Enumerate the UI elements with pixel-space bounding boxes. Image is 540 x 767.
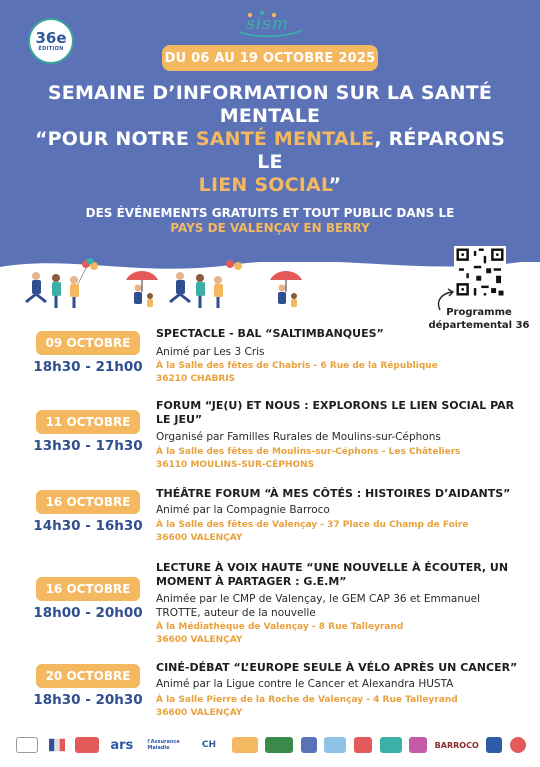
event-city: 36600 VALENÇAY xyxy=(156,635,243,645)
event-title: SPECTACLE - BAL “SALTIMBANQUES” xyxy=(156,327,384,340)
event-title: FORUM “JE(U) ET NOUS : EXPLORONS LE LIEN SOCIAL PAR LE JEU” xyxy=(156,399,515,426)
event-title: LECTURE À VOIX HAUTE “UNE NOUVELLE À ÉCOUTER, UN MOMENT À PARTAGER : G.E.M” xyxy=(156,561,509,588)
event-organizer: Animé par la Compagnie Barroco xyxy=(156,504,330,516)
qr-label-line-2: départemental 36 xyxy=(428,320,530,331)
prefecture-logo xyxy=(46,737,68,753)
event-date: 16 OCTOBRE xyxy=(36,577,140,601)
group-2-illustration xyxy=(126,271,158,307)
event-city: 36600 VALENÇAY xyxy=(156,708,243,718)
group-1-illustration xyxy=(26,258,98,308)
people-illustration xyxy=(22,258,310,314)
slogan-part-2: , RÉPARONS LE xyxy=(257,128,506,173)
gem-logo xyxy=(301,737,317,753)
event-time: 18h00 - 20h00 xyxy=(33,605,143,621)
subtitle-highlight: PAYS DE VALENÇAY EN BERRY xyxy=(170,221,370,235)
slogan-part-1: “POUR NOTRE xyxy=(34,128,196,150)
chabris-logo xyxy=(265,737,293,753)
valencay-logo xyxy=(232,737,258,753)
event-organizer: Animé par Les 3 Cris xyxy=(156,346,265,358)
ch-logo: CH xyxy=(194,737,224,753)
edition-badge xyxy=(28,18,74,64)
sism-logo-text: sism xyxy=(246,14,290,34)
event-title: THÉÂTRE FORUM “À MES CÔTÉS : HISTOIRES D’AIDANTS” xyxy=(156,487,511,500)
event-date: 09 OCTOBRE xyxy=(36,331,140,355)
event-location: À la Salle Pierre de la Roche de Valençay - 4 Rue Talleyrand xyxy=(156,695,458,705)
assurance-maladie-logo: l'Assurance Maladie xyxy=(144,737,186,753)
event-city: 36210 CHABRIS xyxy=(156,374,236,384)
slogan-highlight-1: SANTÉ MENTALE xyxy=(195,128,375,150)
sism-logo xyxy=(232,10,312,38)
event-location: À la Salle des fêtes de Chabris - 6 Rue de la République xyxy=(156,361,438,371)
edition-label: ÉDITION xyxy=(38,45,64,52)
partner-logo-a xyxy=(486,737,502,753)
event-time: 18h30 - 20h30 xyxy=(33,692,143,708)
event-time: 18h30 - 21h00 xyxy=(33,359,143,375)
republique-logo xyxy=(16,737,38,753)
slogan-line-2 xyxy=(20,174,520,197)
event-organizer: Organisé par Familles Rurales de Moulins-sur-Céphons xyxy=(156,431,441,443)
event-organizer: Animée par le CMP de Valençay, le GEM CAP 36 et Emmanuel TROTTE, auteur de la nouvelle xyxy=(156,593,481,619)
event-title: CINÉ-DÉBAT “L’EUROPE SEULE À VÉLO APRÈS UN CANCER” xyxy=(156,661,518,674)
event-time: 13h30 - 17h30 xyxy=(33,438,143,454)
group-4-illustration xyxy=(270,271,302,307)
event-date: 20 OCTOBRE xyxy=(36,664,140,688)
title-line-1: SEMAINE D’INFORMATION SUR LA SANTÉ xyxy=(47,82,493,104)
barroco-logo: BARROCO xyxy=(435,737,479,753)
region-logo xyxy=(75,737,99,753)
partner-logo-b xyxy=(510,737,526,753)
partner-logos xyxy=(16,733,526,757)
event-location: À la Salle des fêtes de Moulins-sur-Céphons - Les Châteliers xyxy=(156,447,461,457)
date-range-pill: DU 06 AU 19 OCTOBRE 2025 xyxy=(162,45,378,71)
page-title xyxy=(20,82,520,197)
slogan-highlight-2: LIEN SOCIAL xyxy=(198,174,329,196)
event-date: 11 OCTOBRE xyxy=(36,410,140,434)
event-time: 14h30 - 16h30 xyxy=(33,518,143,534)
title-line-2: MENTALE xyxy=(219,105,321,127)
les-3-cris-logo xyxy=(409,737,427,753)
event-location: À la Médiathèque de Valençay - 8 Rue Talleyrand xyxy=(156,622,404,632)
ars-logo: ars xyxy=(107,737,137,753)
qr-label-line-1: Programme xyxy=(446,307,512,318)
familles-rurales-logo xyxy=(380,737,402,753)
event-date: 16 OCTOBRE xyxy=(36,490,140,514)
edition-number: 36e xyxy=(35,28,67,47)
event-city: 36600 VALENÇAY xyxy=(156,533,243,543)
subtitle xyxy=(20,206,520,236)
slogan-part-3: ” xyxy=(328,174,342,196)
group-3-illustration xyxy=(170,260,242,308)
subtitle-text: DES ÉVÉNEMENTS GRATUITS ET TOUT PUBLIC DANS LE xyxy=(85,206,455,220)
event-city: 36110 MOULINS-SUR-CÉPHONS xyxy=(156,460,315,470)
slogan xyxy=(20,128,520,174)
cap36-logo xyxy=(324,737,346,753)
ligue-logo xyxy=(354,737,372,753)
event-organizer: Animé par la Ligue contre le Cancer et Alexandra HUSTA xyxy=(156,678,454,690)
event-location: À la Salle des fêtes de Valençay - 37 Place du Champ de Foire xyxy=(156,520,469,530)
